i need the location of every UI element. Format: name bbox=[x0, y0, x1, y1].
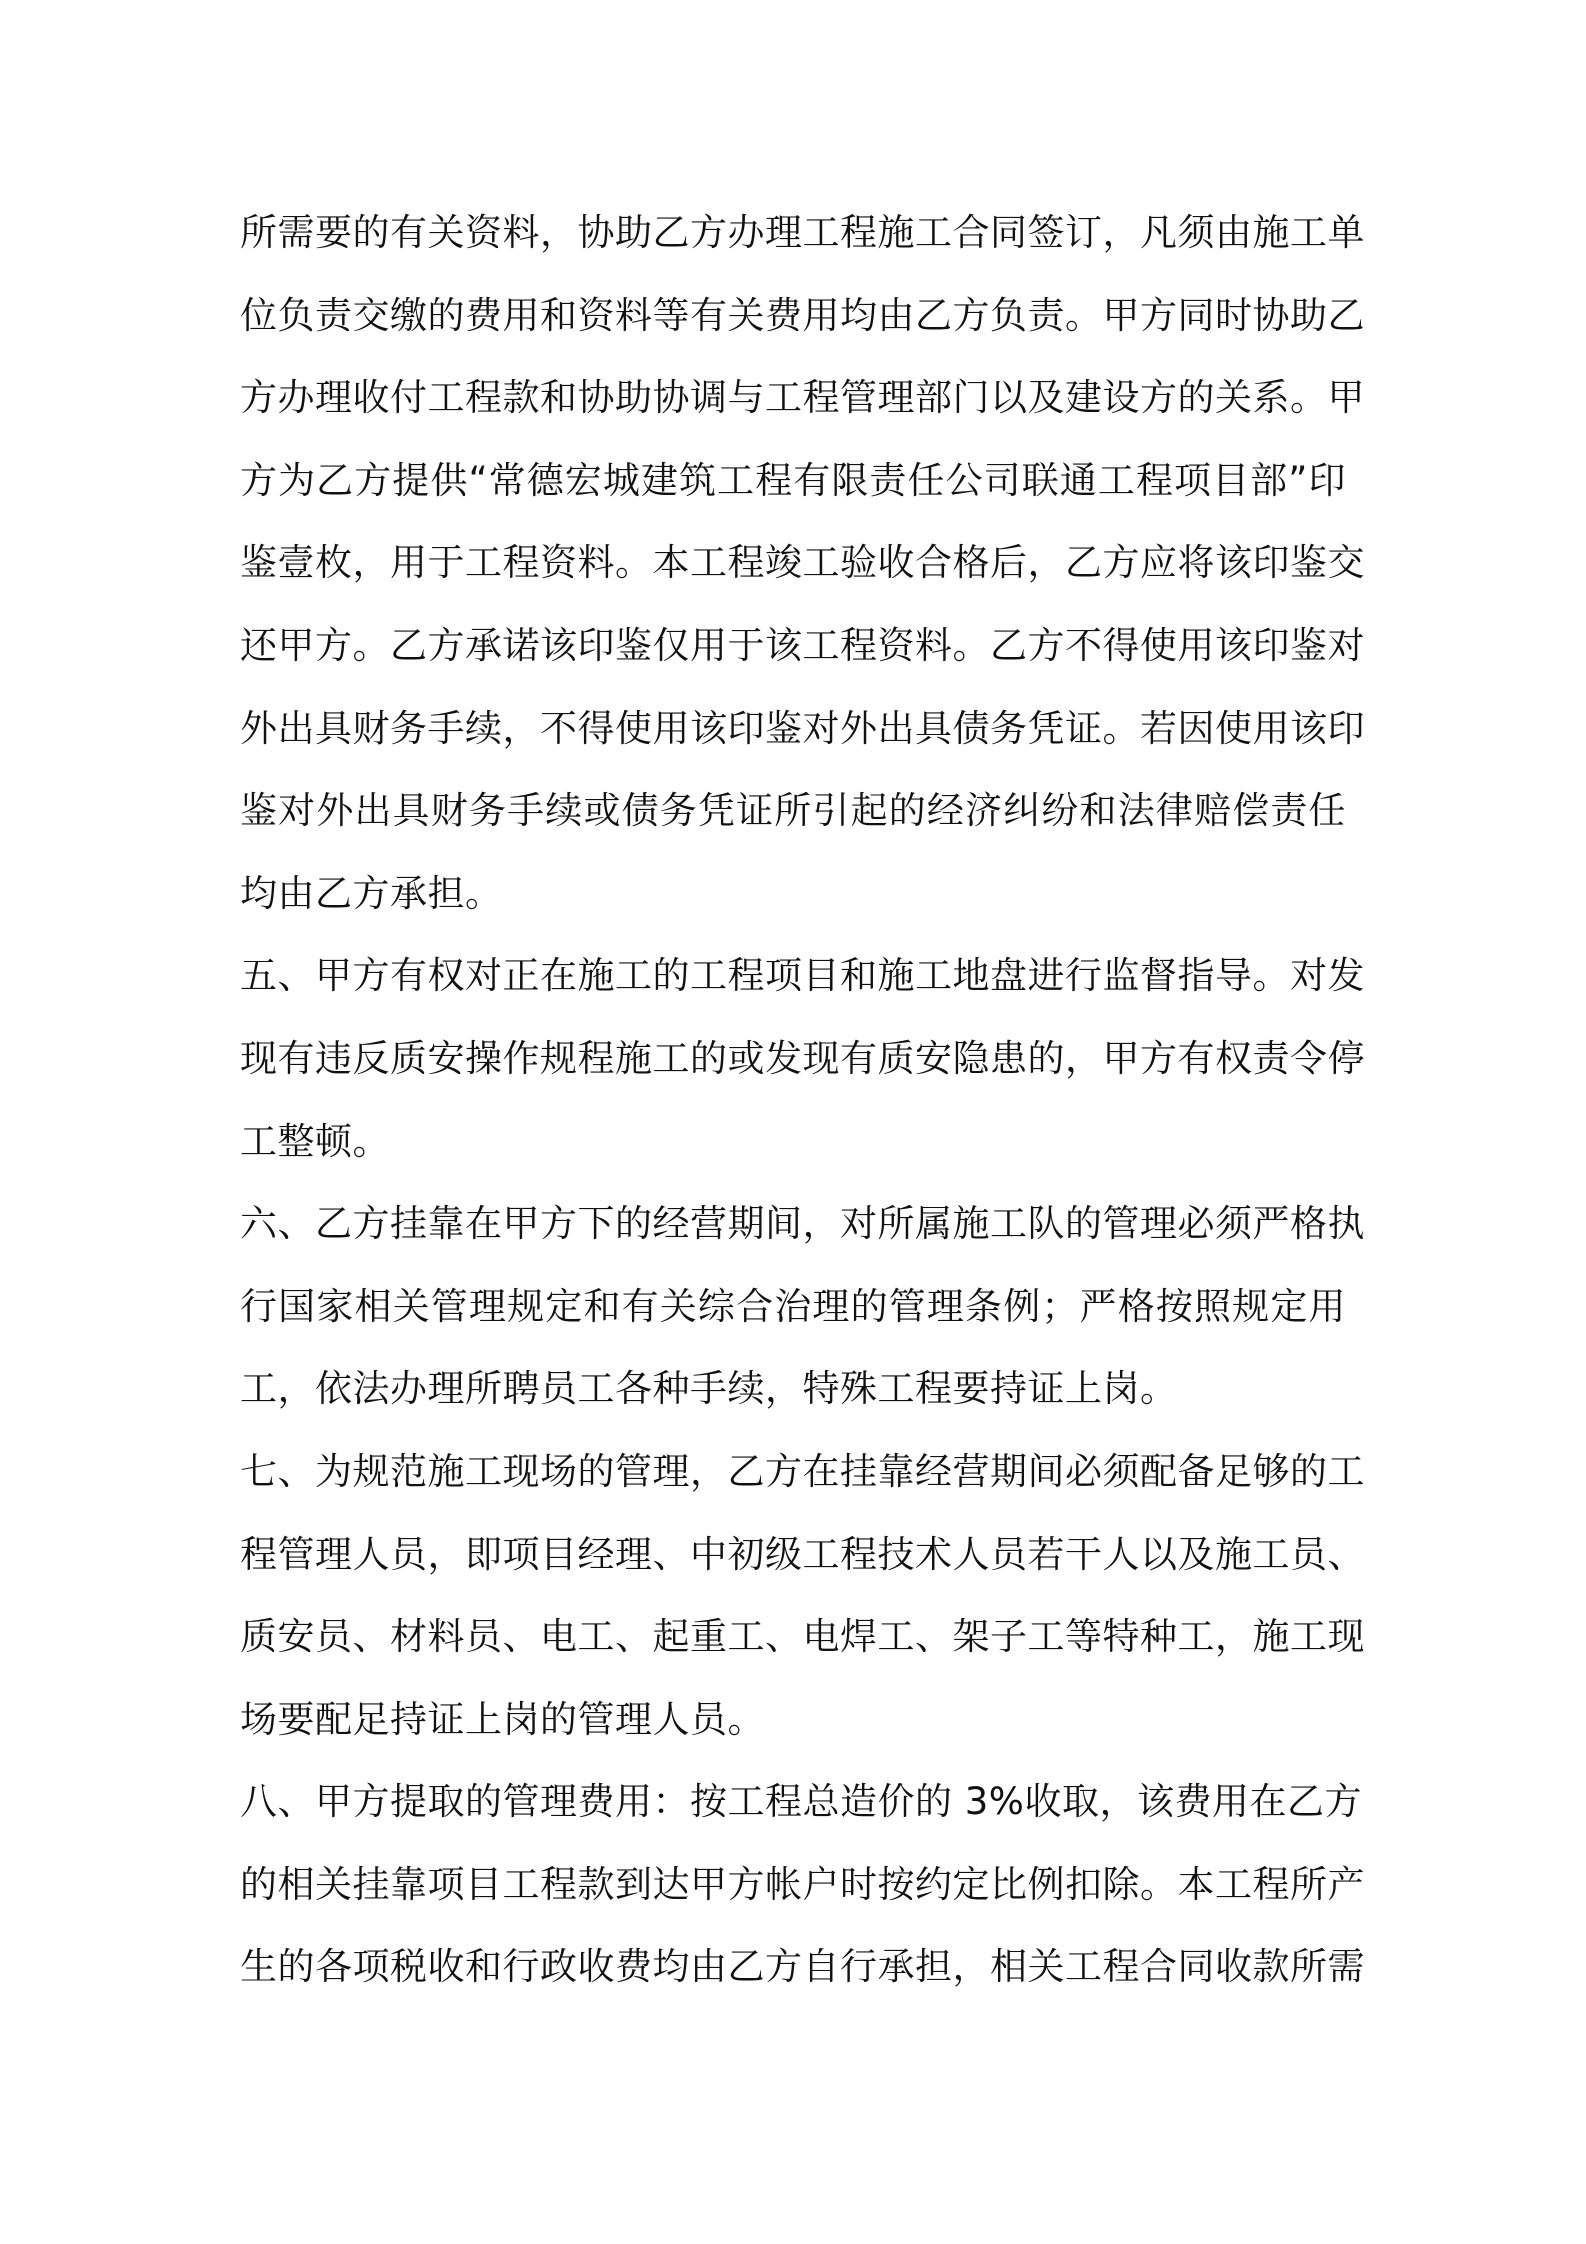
text-line: 工整顿。 bbox=[240, 1119, 390, 1163]
text-line: 工，依法办理所聘员工各种手续，特殊工程要持证上岗。 bbox=[240, 1367, 1178, 1411]
paragraph-clause-6 bbox=[240, 1183, 1365, 1431]
paragraph-clause-7 bbox=[240, 1431, 1365, 1761]
text-line: 方办理收付工程款和协助协调与工程管理部门以及建设方的关系。甲 bbox=[240, 376, 1365, 420]
text-line: 鉴壹枚，用于工程资料。本工程竣工验收合格后，乙方应将该印鉴交 bbox=[240, 541, 1365, 585]
text-line: 位负责交缴的费用和资料等有关费用均由乙方负责。甲方同时协助乙 bbox=[240, 293, 1365, 337]
text-line: 六、乙方挂靠在甲方下的经营期间，对所属施工队的管理必须严格执 bbox=[240, 1202, 1365, 1246]
text-line: 方为乙方提供“常德宏城建筑工程有限责任公司联通工程项目部”印 bbox=[240, 458, 1346, 502]
text-line: 五、甲方有权对正在施工的工程项目和施工地盘进行监督指导。对发 bbox=[240, 954, 1365, 998]
text-line: 程管理人员，即项目经理、中初级工程技术人员若干人以及施工员、 bbox=[240, 1532, 1365, 1576]
text-line: 所需要的有关资料，协助乙方办理工程施工合同签订，凡须由施工单 bbox=[240, 211, 1365, 254]
text-line: 生的各项税收和行政收费均由乙方自行承担，相关工程合同收款所需 bbox=[240, 1945, 1365, 1989]
text-line: 还甲方。乙方承诺该印鉴仅用于该工程资料。乙方不得使用该印鉴对 bbox=[240, 623, 1365, 667]
document-body bbox=[240, 192, 1365, 2009]
paragraph-continuation bbox=[240, 192, 1365, 935]
text-line: 的相关挂靠项目工程款到达甲方帐户时按约定比例扣除。本工程所产 bbox=[240, 1862, 1365, 1906]
paragraph-clause-8 bbox=[240, 1761, 1365, 2009]
text-line: 七、为规范施工现场的管理，乙方在挂靠经营期间必须配备足够的工 bbox=[240, 1449, 1365, 1493]
text-line: 质安员、材料员、电工、起重工、电焊工、架子工等特种工，施工现 bbox=[240, 1615, 1365, 1659]
text-line: 外出具财务手续，不得使用该印鉴对外出具债务凭证。若因使用该印 bbox=[240, 706, 1365, 750]
text-line: 均由乙方承担。 bbox=[240, 871, 503, 915]
paragraph-clause-5 bbox=[240, 935, 1365, 1183]
text-line: 现有违反质安操作规程施工的或发现有质安隐患的，甲方有权责令停 bbox=[240, 1036, 1365, 1080]
text-line: 行国家相关管理规定和有关综合治理的管理条例；严格按照规定用 bbox=[240, 1284, 1346, 1328]
text-line: 鉴对外出具财务手续或债务凭证所引起的经济纠纷和法律赔偿责任 bbox=[240, 789, 1346, 833]
text-line: 八、甲方提取的管理费用：按工程总造价的 3%收取，该费用在乙方 bbox=[240, 1780, 1362, 1824]
text-line: 场要配足持证上岗的管理人员。 bbox=[240, 1697, 765, 1741]
